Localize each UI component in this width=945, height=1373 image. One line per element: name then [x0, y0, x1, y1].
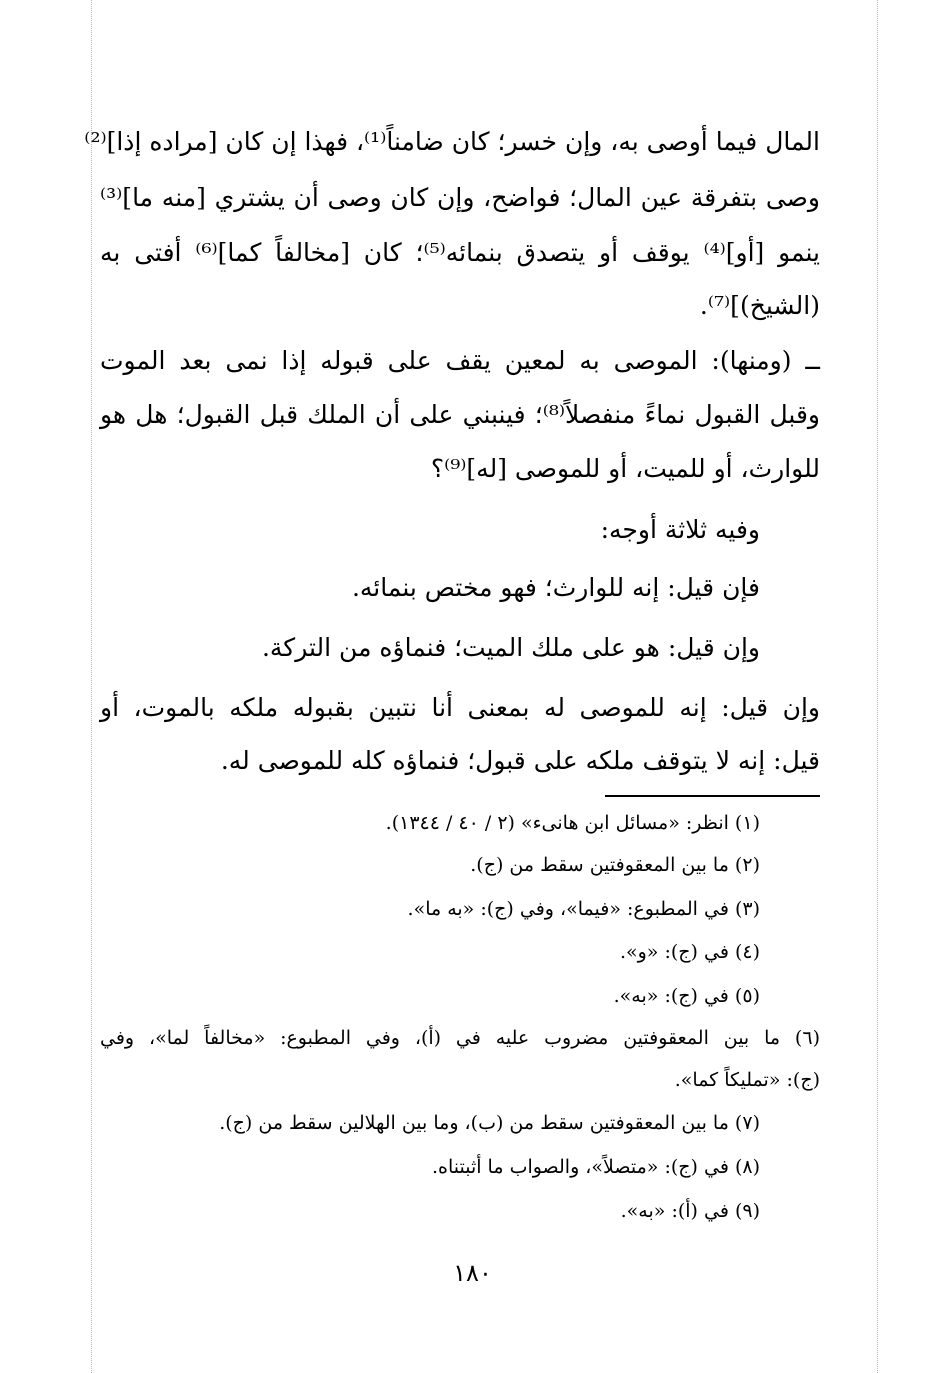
footnote-4: (٤) في (ج): «و». [619, 941, 760, 963]
footnote-6-line-1: (٦) ما بين المعقوفتين مضروب عليه في (أ)، وفي المطبوع: «مخالفاً لما»، وفي [100, 1027, 820, 1049]
body-line-2: وصى بتفرقة عين المال؛ فواضح، وإن كان وصى أن يشتري [منه ما]⁽³⁾ [100, 183, 820, 212]
footnote-1: (١) انظر: «مسائل ابن هانىء» (٢ / ٤٠ / ١٣٤٤). [385, 812, 760, 834]
footnote-9: (٩) في (أ): «به». [620, 1200, 760, 1222]
footnote-8: (٨) في (ج): «متصلاً»، والصواب ما أثبتناه. [431, 1156, 760, 1178]
left-margin-guide [91, 0, 92, 1373]
footnote-6-line-2: (ج): «تمليكاً كما». [674, 1069, 820, 1091]
body-line-5: ــ (ومنها): الموصى به لمعين يقف على قبوله إذا نمى بعد الموت [100, 346, 820, 375]
footnote-2: (٢) ما بين المعقوفتين سقط من (ج). [470, 854, 760, 876]
body-line-6: وقبل القبول نماءً منفصلاً⁽⁸⁾؛ فينبني على أن الملك قبل القبول؛ هل هو [100, 400, 820, 429]
page-number: ١٨٠ [453, 1259, 492, 1287]
footnote-separator [605, 795, 820, 797]
body-line-1: المال فيما أوصى به، وإن خسر؛ كان ضامناً⁽¹⁾، فهذا إن كان [مراده إذا]⁽²⁾ [84, 127, 820, 156]
footnote-3: (٣) في المطبوع: «فيما»، وفي (ج): «به ما». [407, 898, 760, 920]
body-line-11: وإن قيل: إنه للموصى له بمعنى أنا نتبين بقبوله ملكه بالموت، أو [100, 693, 820, 722]
footnote-5: (٥) في (ج): «به». [613, 985, 760, 1007]
body-line-7: للوارث، أو للميت، أو للموصى [له]⁽⁹⁾؟ [430, 454, 820, 483]
body-line-10: وإن قيل: هو على ملك الميت؛ فنماؤه من التركة. [261, 633, 760, 662]
body-line-12: قيل: إنه لا يتوقف ملكه على قبول؛ فنماؤه كله للموصى له. [220, 746, 820, 775]
body-line-9: فإن قيل: إنه للوارث؛ فهو مختص بنمائه. [351, 573, 760, 602]
body-line-4: (الشيخ)]⁽⁷⁾. [699, 291, 820, 320]
right-margin-guide [877, 0, 878, 1373]
body-line-3: ينمو [أو]⁽⁴⁾ يوقف أو يتصدق بنمائه⁽⁵⁾؛ كان [مخالفاً كما]⁽⁶⁾ أفتى به [100, 238, 820, 267]
footnote-7: (٧) ما بين المعقوفتين سقط من (ب)، وما بين الهلالين سقط من (ج). [219, 1112, 760, 1134]
body-line-8: وفيه ثلاثة أوجه: [600, 515, 760, 544]
